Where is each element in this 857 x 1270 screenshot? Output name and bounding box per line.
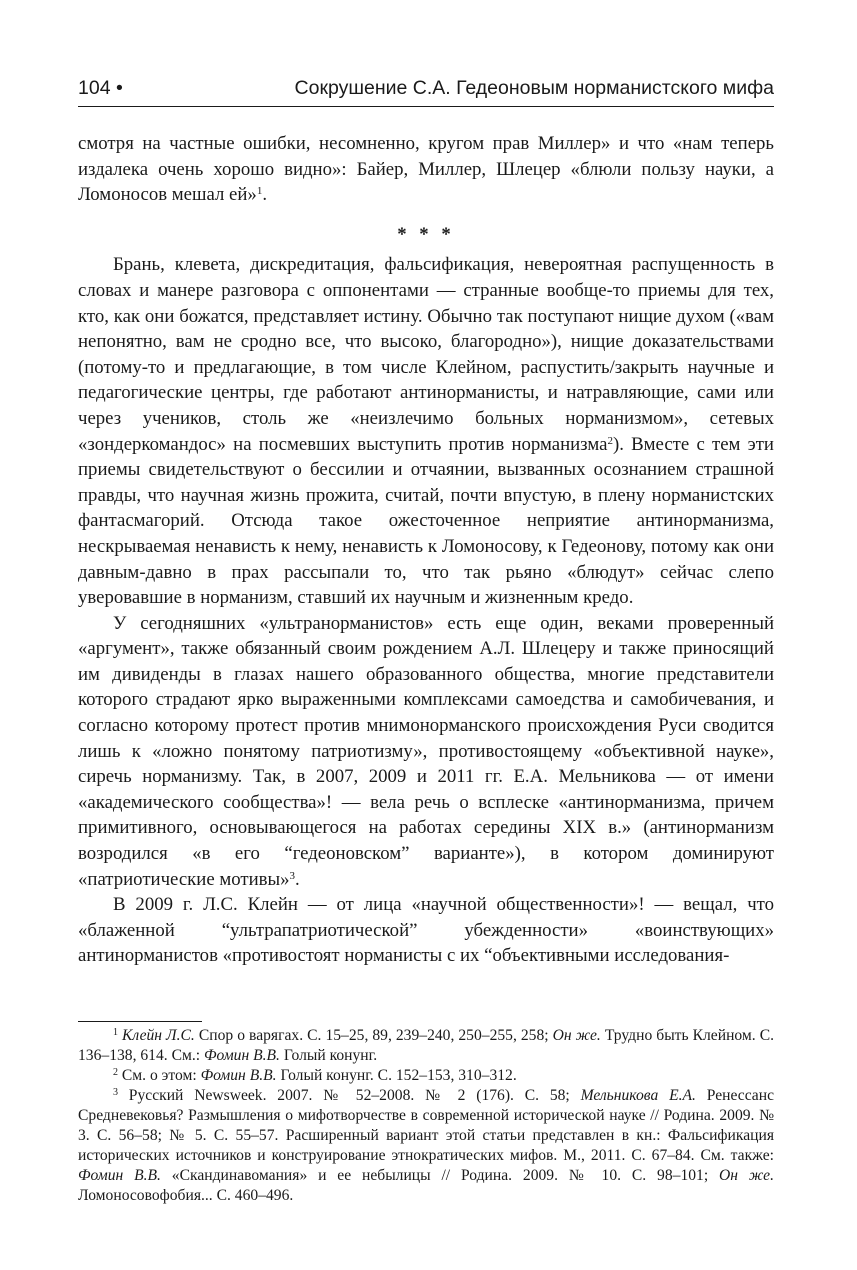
footnotes	[78, 1026, 774, 1206]
paragraph: В 2009 г. Л.С. Клейн — от лица «научной общественности»! — вещал, что «блаженной “ультрапатриотической” убежденности» «воинствующих» антинорманистов «противостоят норманисты с их “объективными исследования-	[78, 894, 774, 967]
body-text	[78, 131, 774, 969]
footnote-1: $^1$ Клейн Л.С. Спор о варягах. С. 15–25, 89, 239–240, 250–255, 258; Он же. Трудно быть Клейном. С. 136–138, 614. См.: Фомин В.В. Голый конунг.	[78, 1027, 775, 1064]
paragraph: Брань, клевета, дискредитация, фальсификация, невероятная распущенность в словах и манере разговора с оппонентами — странные вообще-то приемы для тех, кто, как они божатся, представляет истину. Обычно так поступают нищие духом («вам непонятно, вам не сродно все, что высоко, благородно»), нищие доказательствами (потому-то и предлагающие, в том числе Клейном, распустить/закрыть научные и педагогические центры, где работают антинорманисты, и натравляющие, сами или через учеников, столь же «неизлечимо больных норманизмом», сетевых «зондеркомандос» на посмевших выступить против норманизма$^2$). Вместе с тем эти приемы свидетельствуют о бессилии и отчаянии, вызванных осознанием страшной правды, что научная жизнь прожита, считай, почти впустую, в плену норманистских фантасмагорий. Отсюда такое ожесточенное неприятие антинорманизма, нескрываемая ненависть к нему, ненависть к Ломоносову, к Гедеонову, потому как они давным-давно в прах рассыпали то, что так рьяно «блюдут» сейчас слепо уверовавшие в норманизм, ставший их научным и жизненным кредо.	[78, 254, 774, 609]
running-title: Сокрушение С.А. Гедеоновым норманистского мифа	[294, 77, 774, 99]
footnote-2: $^2$ См. о этом: Фомин В.В. Голый конунг. С. 152–153, 310–312.	[113, 1067, 517, 1084]
footnote-ref-1[interactable]: 1	[256, 185, 263, 198]
bullet-icon: •	[115, 77, 123, 99]
footnote-3: $^3$ Русский Newsweek. 2007. № 52–2008. № 2 (176). С. 58; Мельникова Е.А. Ренессанс Средневековья? Размышления о мифотворчестве в современной исторической науке // Родина. 2009. № 3. С. 56–58; № 5. С. 55–57. Расширенный вариант этой статьи представлен в кн.: Фальсификация исторических источников и конструирование этнократических мифов. М., 2011. С. 67–84. См. также: Фомин В.В. «Скандинавомания» и ее небылицы // Родина. 2009. № 10. С. 98–101; Он же. Ломоносовофобия... С. 460–496.	[78, 1087, 775, 1204]
footnote-ref-3[interactable]: 3	[289, 869, 296, 882]
footnote-rule	[78, 1021, 202, 1022]
page-number: 104 •	[78, 77, 123, 99]
section-separator: * * *	[397, 223, 455, 245]
paragraph: У сегодняшних «ультранорманистов» есть еще один, веками проверенный «аргумент», также обязанный своим рождением А.Л. Шлецеру и также приносящий им дивиденды в глазах нашего образованного общества, многие представители которого страдают ярко выраженными комплексами самоедства и самобичевания, и согласно которому протест против мнимонорманского происхождения Руси сводится лишь к «ложно понятому патриотизму», противостоящему «объективной науке», сиречь норманизму. Так, в 2007, 2009 и 2011 гг. Е.А. Мельникова — от имени «академического сообщества»! — вела речь о всплеске «антинорманизма, причем примитивного, основывающегося на работах середины XIX в.» (антинорманизм возродился «в его “гедеоновском” варианте»), в котором доминируют «патриотические мотивы»$^3$.	[78, 612, 774, 890]
running-header	[78, 74, 774, 107]
paragraph-continuation: смотря на частные ошибки, несомненно, кругом прав Миллер» и что «нам теперь издалека очень хорошо видно»: Байер, Миллер, Шлецер «блюли пользу науки, а Ломоносов мешал ей»$^1$.	[78, 133, 774, 206]
footnote-ref-2[interactable]: 2	[607, 434, 613, 447]
